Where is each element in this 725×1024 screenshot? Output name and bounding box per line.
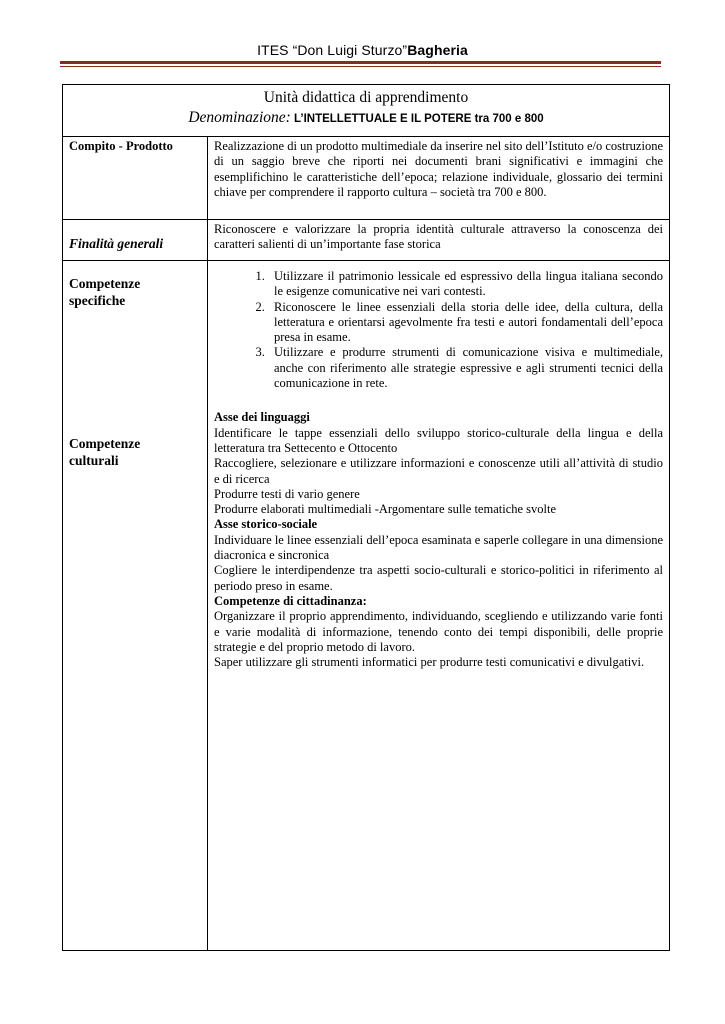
compito-label: Compito - Prodotto [69, 139, 173, 153]
competenze-list [214, 269, 663, 391]
finalita-label: Finalità generali [69, 235, 164, 251]
list-item: 1. Utilizzare il patrimonio lessicale ed espressivo della lingua italiana secondo le esigenze comunicative nei vari contesti. [268, 269, 663, 300]
finalita-label-cell [63, 220, 208, 261]
denominazione-label: Denominazione: [188, 109, 291, 126]
school-city: Bagheria [407, 42, 468, 58]
asse-storico-item: Individuare le linee essenziali dell’epoca esaminata e saperle collegare in una dimensione diacronica e sincronica [214, 532, 663, 563]
header-rule-thick [60, 61, 661, 64]
cittadinanza-title: Competenze di cittadinanza: [214, 593, 367, 608]
asse-linguaggi-title: Asse dei linguaggi [214, 410, 310, 425]
unit-table [62, 84, 670, 951]
cittadinanza-item: Saper utilizzare gli strumenti informatici per produrre testi comunicativi e divulgativi. [214, 655, 645, 670]
finalita-text-cell [208, 220, 670, 261]
denominazione [69, 107, 663, 130]
competenze-culturali-label: Competenze culturali [69, 436, 141, 468]
competenze-specifiche-label: Competenze specifiche [69, 276, 141, 308]
list-item: 2. Riconoscere le linee essenziali della storia delle idee, della cultura, della letteratura e orientarsi agevolmente fra testi e autori fondamentali dell’epoca presa in esame. [268, 300, 663, 346]
cittadinanza-item: Organizzare il proprio apprendimento, individuando, scegliendo e utilizzando varie fonti e varie modalità di informazione, tenendo conto dei tempi disponibili, delle proprie strategie e del proprio metodo di lavoro. [214, 609, 663, 654]
competenze-label-cell [63, 261, 208, 951]
finalita-text: Riconoscere e valorizzare la propria identità culturale attraverso la conoscenza dei caratteri salienti di un’importante fase storica [214, 222, 663, 252]
compito-label-cell [63, 137, 208, 220]
compito-text: Realizzazione di un prodotto multimediale da inserire nel sito dell’Istituto e/o costruzione di un saggio breve che riporti nei documenti brani significativi e immagini che esemplifichino le caratteristiche dell’epoca; relazione individuale, glossario dei termini chiave per comprendere il rapporto cultura – società tra 700 e 800. [214, 139, 663, 199]
asse-linguaggi-item: Raccogliere, selezionare e utilizzare informazioni e conoscenze utili all’attività di studio e di ricerca [214, 456, 663, 486]
denominazione-value: L’INTELLETTUALE E IL POTERE tra 700 e 800 [290, 113, 544, 125]
compito-text-cell [208, 137, 670, 220]
list-item: 3. Utilizzare e produrre strumenti di comunicazione visiva e multimediale, anche con riferimento alle strategie espressive e agli strumenti tecnici della comunicazione in rete. [268, 345, 663, 391]
header-rule-thin [60, 66, 661, 67]
unit-title: Unità didattica di apprendimento [263, 89, 469, 106]
title-cell [63, 85, 670, 137]
asse-storico-item: Cogliere le interdipendenze tra aspetti socio-culturali e storico-politici in riferimento al periodo preso in esame. [214, 563, 663, 593]
page-header [0, 42, 725, 58]
asse-linguaggi-item: Produrre testi di vario genere [214, 486, 360, 501]
competenze-text-cell [208, 261, 670, 951]
asse-linguaggi-item: Identificare le tappe essenziali dello sviluppo storico-culturale della lingua e della letteratura tra Settecento e Ottocento [214, 425, 663, 455]
asse-linguaggi-item: Produrre elaborati multimediali -Argomentare sulle tematiche svolte [214, 502, 557, 517]
school-name: ITES “Don Luigi Sturzo” [257, 42, 408, 58]
asse-storico-title: Asse storico-sociale [214, 517, 318, 532]
